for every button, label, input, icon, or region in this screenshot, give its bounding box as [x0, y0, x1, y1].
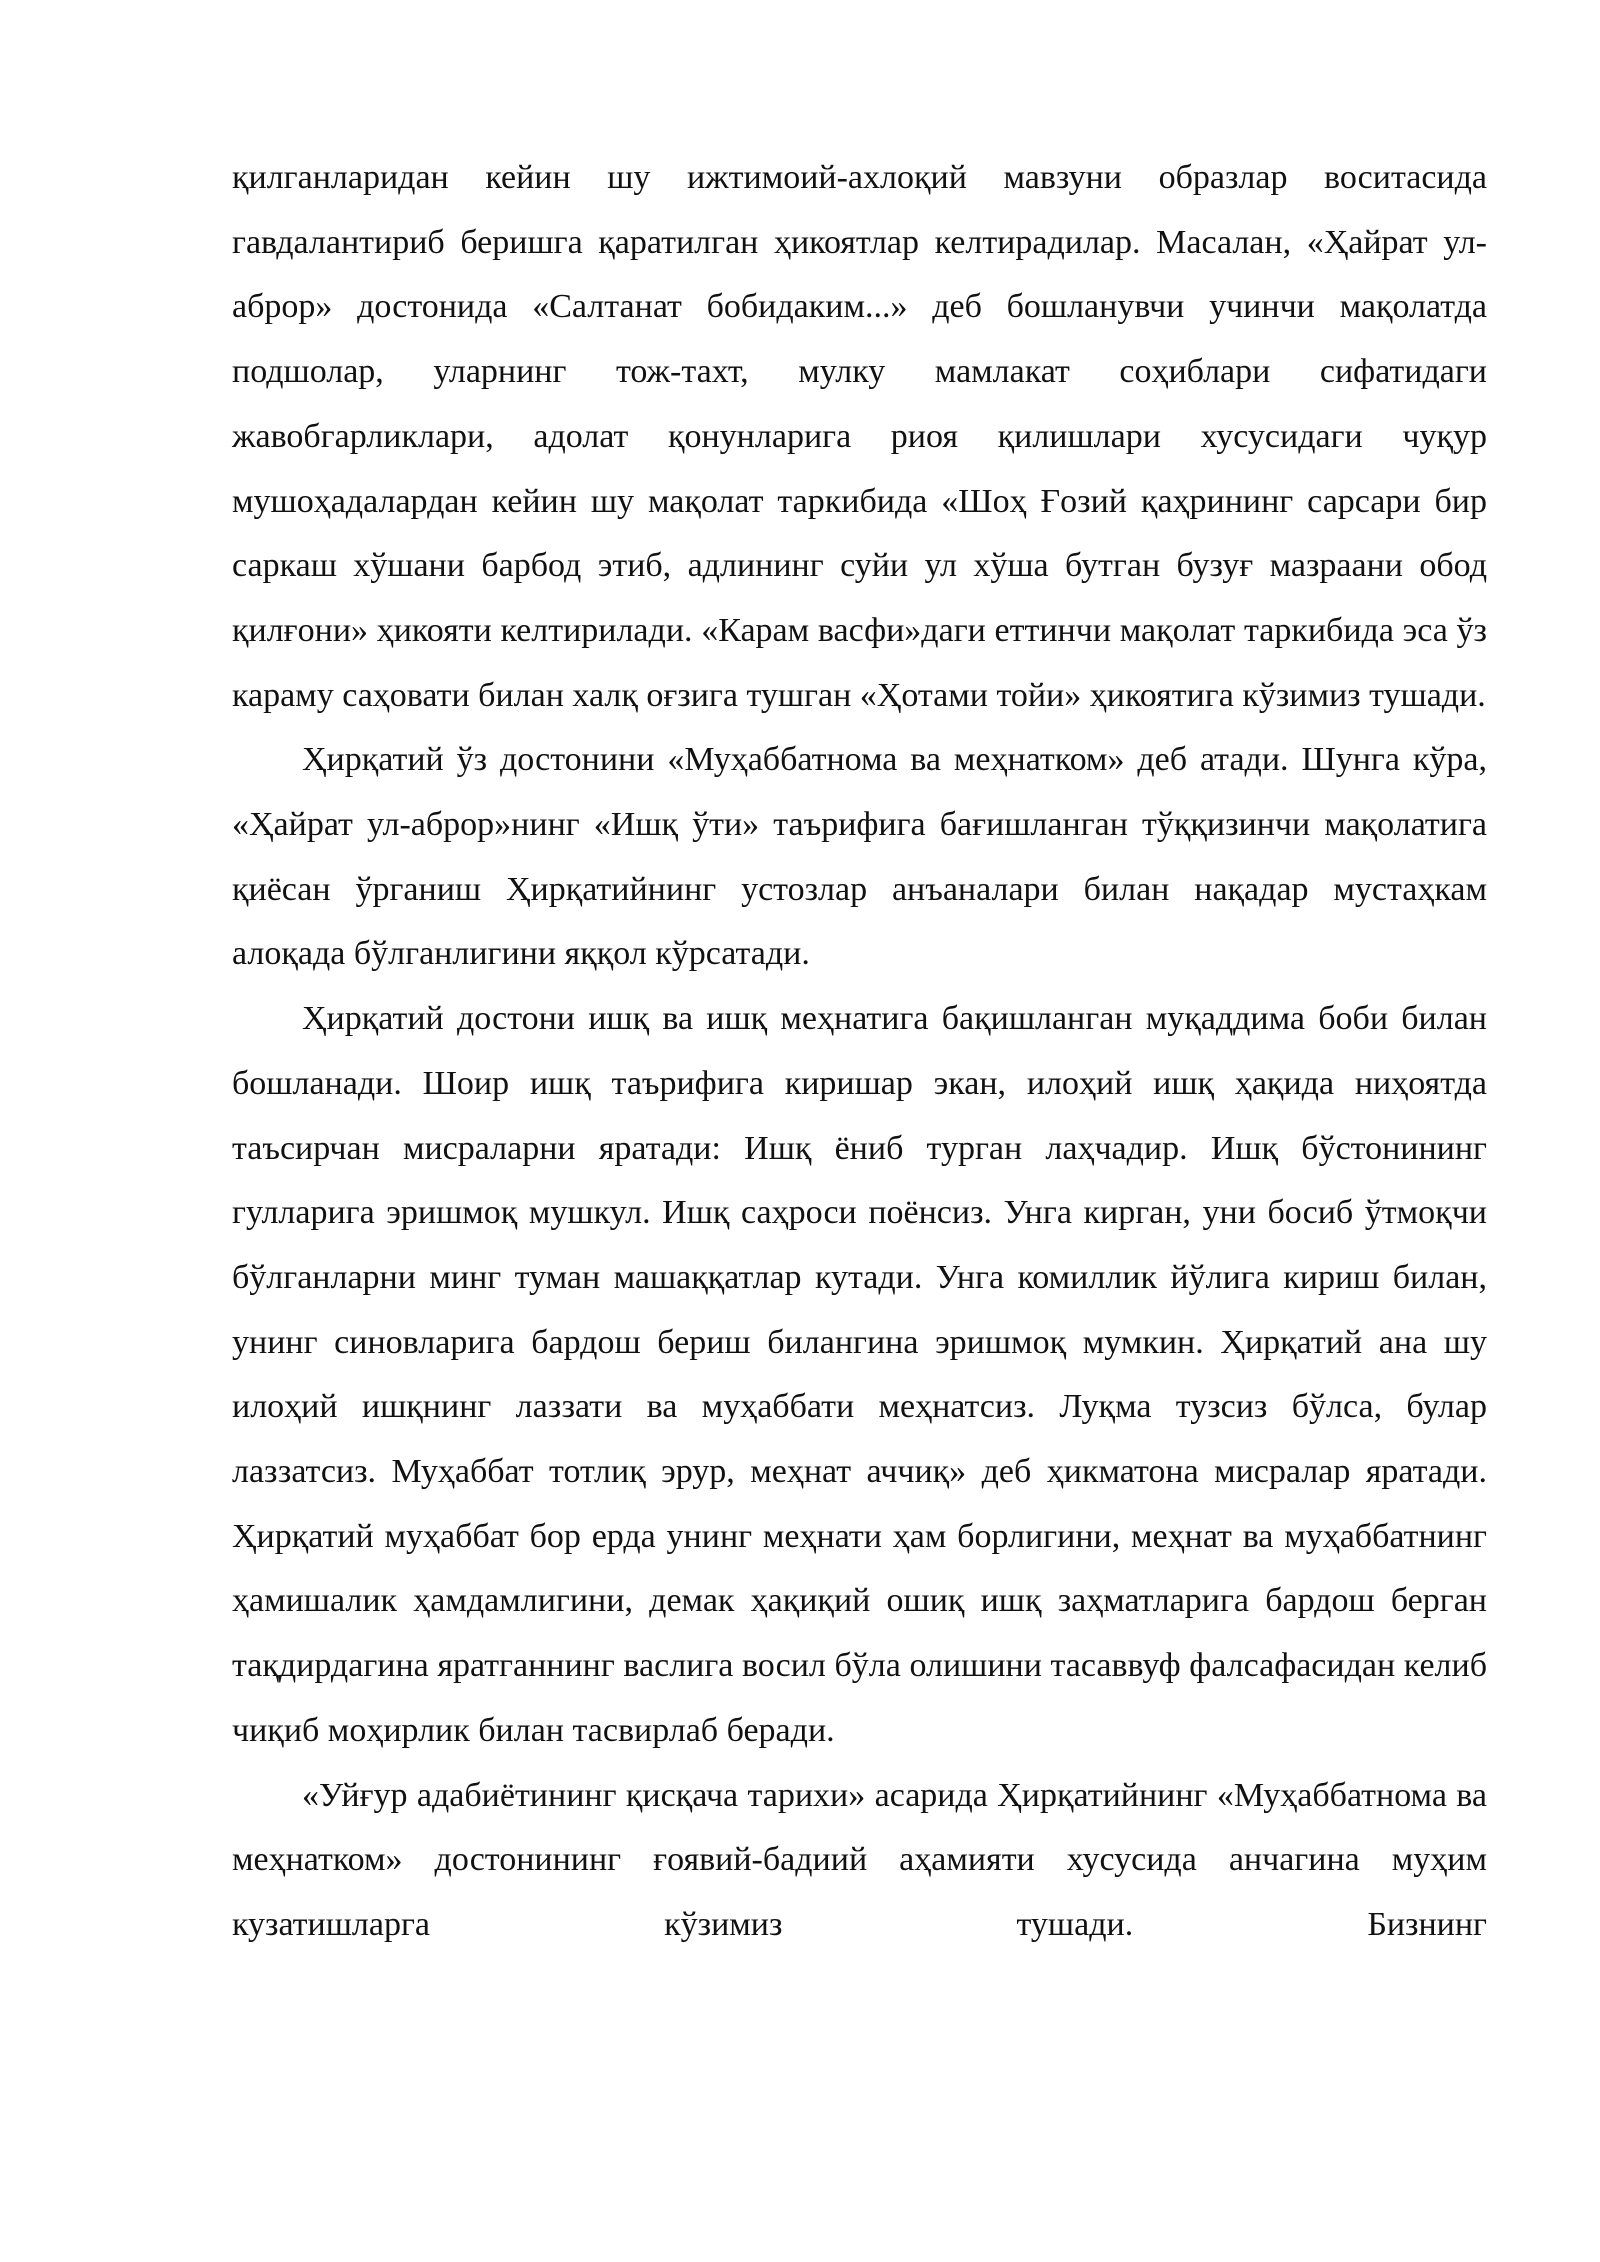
- paragraph-continuation: қилганларидан кейин шу ижтимоий-ахлоқий мавзуни образлар воситасида гавдалантириб беришга қаратилган ҳикоятлар келтирадилар. Масалан, «Ҳайрат ул-аброр» достонида «Салтанат бобидаким...» деб бошланувчи учинчи мақолатда подшолар, уларнинг тож-тахт, мулку мамлакат соҳиблари сифатидаги жавобгарликлари, адолат қонунларига риоя қилишлари хусусидаги чуқур мушоҳадалардан кейин шу мақолат таркибида «Шоҳ Ғозий қаҳрининг сарсари бир саркаш хўшани барбод этиб, адлининг суйи ул хўша бутган бузуғ мазраани обод қилғони» ҳикояти келтирилади. «Карам васфи»даги еттинчи мақолат таркибида эса ўз караму саҳовати билан халқ оғзига тушган «Ҳотами тойи» ҳикоятига кўзимиз тушади.: [232, 159, 1487, 714]
- body-text: [232, 146, 1487, 1958]
- paragraph-uyghur-literature: «Уйғур адабиётининг қисқача тарихи» асарида Ҳирқатийнинг «Муҳаббатнома ва меҳнатком» достонининг ғоявий-бадиий аҳамияти хусусида анчагина муҳим кузатишларга кўзимиз тушади. Бизнинг: [232, 1776, 1487, 1943]
- paragraph-hirqatiy-title: Ҳирқатий ўз достонини «Муҳаббатнома ва меҳнатком» деб атади. Шунга кўра, «Ҳайрат ул-аброр»нинг «Ишқ ўти» таърифига бағишланган тўққизинчи мақолатига қиёсан ўрганиш Ҳирқатийнинг устозлар анъаналари билан нақадар мустаҳкам алоқада бўлганлигини яққол кўрсатади.: [232, 741, 1487, 973]
- paragraph-hirqatiy-love: Ҳирқатий достони ишқ ва ишқ меҳнатига бақишланган муқаддима боби билан бошланади. Шоир ишқ таърифига киришар экан, илоҳий ишқ ҳақида ниҳоятда таъсирчан мисраларни яратади: Ишқ ёниб турган лаҳчадир. Ишқ бўстонининг гулларига эришмоқ мушкул. Ишқ саҳроси поёнсиз. Унга кирган, уни босиб ўтмоқчи бўлганларни минг туман машаққатлар кутади. Унга комиллик йўлига кириш билан, унинг синовларига бардош бериш билангина эришмоқ мумкин. Ҳирқатий ана шу илоҳий ишқнинг лаззати ва муҳаббати меҳнатсиз. Луқма тузсиз бўлса, булар лаззатсиз. Муҳаббат тотлиқ эрур, меҳнат аччиқ» деб ҳикматона мисралар яратади. Ҳирқатий муҳаббат бор ерда унинг меҳнати ҳам борлигини, меҳнат ва муҳаббатнинг ҳамишалик ҳамдамлигини, демак ҳақиқий ошиқ ишқ заҳматларига бардош берган тақдирдагина яратганнинг васлига восил бўла олишини тасаввуф фалсафасидан келиб чиқиб моҳирлик билан тасвирлаб беради.: [232, 1000, 1487, 1749]
